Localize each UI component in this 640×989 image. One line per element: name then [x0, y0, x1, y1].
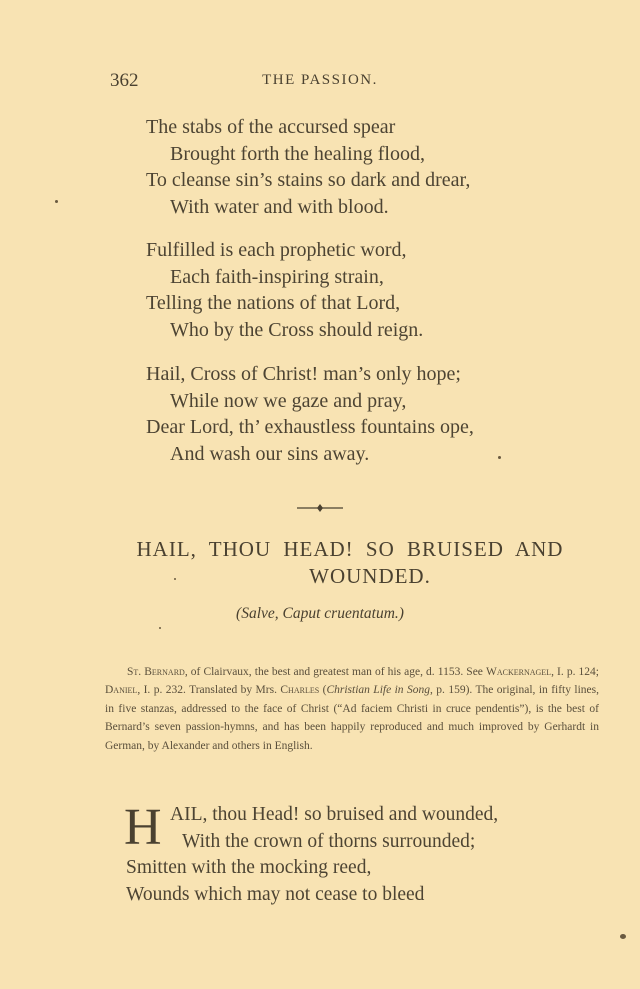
verse-line: Smitten with the mocking reed,: [126, 857, 372, 878]
hymn-title-line-1: HAIL, THOU HEAD! SO BRUISED AND: [136, 537, 564, 561]
verse-line: AIL, thou Head! so bruised and wounded,: [170, 804, 499, 825]
running-head: [0, 70, 640, 94]
note-translator: Charles: [280, 684, 320, 697]
paper-speck: [55, 200, 58, 203]
paper-speck: [159, 627, 161, 629]
editorial-note: [105, 663, 599, 755]
verse-line: Brought forth the healing flood,: [170, 142, 425, 165]
paper-speck: [498, 456, 501, 459]
verse-line: Who by the Cross should reign.: [170, 318, 424, 341]
note-text: , I. p. 232. Translated by Mrs.: [137, 684, 281, 697]
stanza-1: [146, 114, 470, 220]
verse-line: The stabs of the accursed spear: [146, 116, 396, 138]
latin-subtitle: (Salve, Caput cruentatum.): [236, 605, 404, 622]
drop-cap: H: [124, 799, 162, 856]
paper-speck: [174, 578, 176, 580]
verse-line: Dear Lord, th’ exhaustless fountains ope,: [146, 416, 474, 438]
note-text: , of Clairvaux, the best and greatest man of his age, d. 1153. See: [184, 666, 486, 678]
running-title: THE PASSION.: [262, 72, 378, 88]
note-text: , p. 159). The original, in fifty lines, in five stanzas, addressed to the face of Christ (“Ad faciem Christi in cruce pendentis”), is the best of Bernard’s seven passion-hymns, and has been happily reproduced and much improved by Gerhardt in German, by Alexander and others in English.: [105, 684, 600, 752]
verse-line: To cleanse sin’s stains so dark and drear,: [146, 169, 471, 191]
note-text: (: [319, 684, 327, 697]
note-reference: Wackernagel: [486, 666, 552, 678]
verse-line: With water and with blood.: [170, 195, 389, 218]
page-number: 362: [110, 70, 139, 91]
verse-line: Telling the nations of that Lord,: [146, 292, 401, 314]
verse-line: With the crown of thorns surrounded;: [182, 830, 476, 852]
stanza-3: [146, 361, 474, 467]
section-ornament: [0, 502, 640, 514]
note-reference: Daniel: [105, 684, 138, 697]
note-text: , I. p. 124;: [551, 666, 599, 678]
verse-line: Each faith-inspiring strain,: [170, 265, 384, 288]
hymn-title: [100, 536, 600, 590]
stanza-2: [146, 237, 423, 343]
paper-speck: [620, 934, 626, 939]
verse-line: And wash our sins away.: [170, 442, 370, 465]
verse-line: While now we gaze and pray,: [170, 389, 407, 412]
diamond-rule-ornament-icon: [295, 502, 345, 514]
verse-line: Fulfilled is each prophetic word,: [146, 239, 407, 261]
hymn-title-line-2: WOUNDED.: [309, 564, 431, 588]
note-author: St. Bernard: [127, 666, 185, 678]
verse-line: Hail, Cross of Christ! man’s only hope;: [146, 363, 461, 385]
verse-line: Wounds which may not cease to bleed: [126, 883, 425, 905]
note-book-title: Christian Life in Song: [326, 684, 430, 697]
hymn-stanza-1: [124, 799, 499, 908]
